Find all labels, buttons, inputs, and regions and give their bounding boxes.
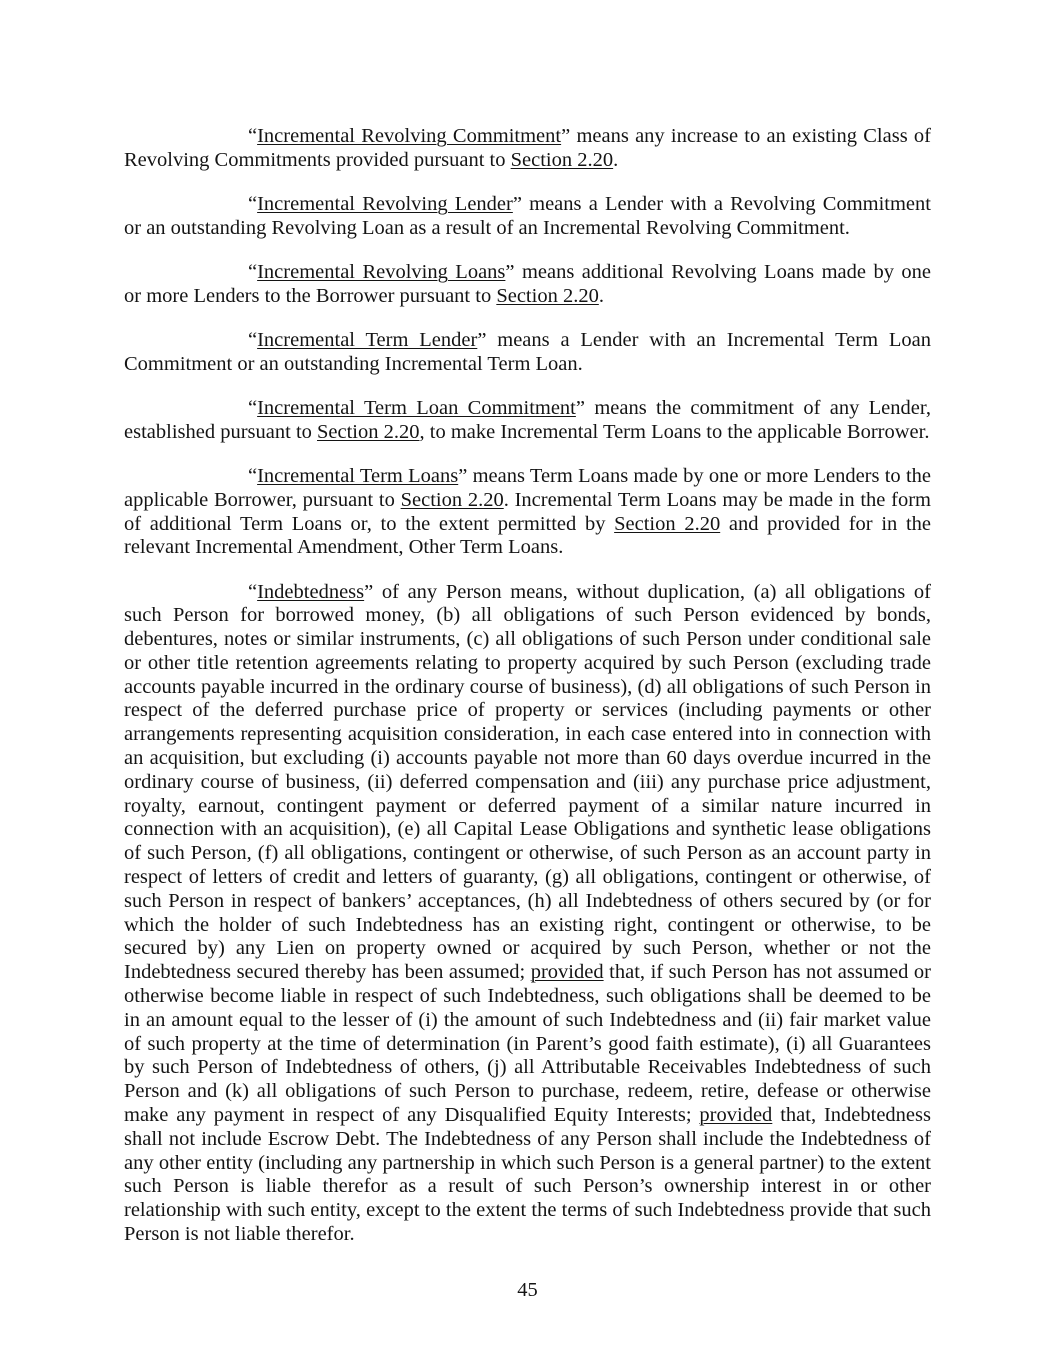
definition-paragraph [124, 397, 931, 445]
text-run: ” means a Lender with an Incremental Term Loan Commitment or an outstanding Incremental Term Loan. [124, 328, 931, 375]
text-run: ” means additional Revolving Loans made by one or more Lenders to the Borrower pursuant to [124, 260, 931, 307]
text-run: “ [248, 260, 258, 283]
section-reference: Section 2.20 [317, 420, 420, 443]
defined-term: Incremental Revolving Commitment [257, 125, 562, 147]
text-run: “ [248, 125, 258, 147]
defined-term: Incremental Term Loan Commitment [257, 396, 576, 419]
text-run: “ [248, 192, 258, 215]
text-run: “ [248, 580, 258, 603]
proviso-term: provided [530, 961, 604, 984]
text-run: and provided for in the relevant Incremental Amendment, Other Term Loans. [124, 512, 931, 559]
document-body [124, 125, 931, 1267]
definition-paragraph [124, 261, 931, 309]
section-reference: Section 2.20 [614, 512, 721, 535]
section-reference: Section 2.20 [510, 148, 614, 171]
text-run: , to make Incremental Term Loans to the applicable Borrower. [419, 420, 930, 443]
text-run: ” means a Lender with a Revolving Commitment or an outstanding Revolving Loan as a result of an Incremental Revolving Commitment. [124, 192, 931, 239]
definition-paragraph [124, 125, 931, 173]
text-run: . Incremental Term Loans may be made in the form of additional Term Loans or, to the extent permitted by [124, 488, 932, 535]
text-run: ” means the commitment of any Lender, established pursuant to [124, 396, 932, 443]
definition-paragraph [124, 465, 931, 560]
text-run: ” means Term Loans made by one or more Lenders to the applicable Borrower, pursuant to [124, 464, 931, 511]
page-number: 45 [517, 1279, 538, 1301]
section-reference: Section 2.20 [496, 284, 599, 307]
text-run: . [598, 284, 604, 307]
text-run: “ [248, 328, 258, 351]
text-run: “ [248, 396, 258, 419]
text-run: ” means any increase to an existing Class of Revolving Commitments provided pursuant to [124, 125, 931, 171]
defined-term: Incremental Term Loans [257, 464, 459, 487]
defined-term: Indebtedness [257, 580, 365, 603]
defined-term: Incremental Revolving Lender [257, 192, 513, 215]
text-run: that, if such Person has not assumed or otherwise become liable in respect of such Indebtedness, such obligations shall be deemed to be in an amount equal to the lesser of (i) the amount of such Indebtedness and (ii) fair market value of such property at the time of determination (in Parent’s good faith estimate), (i) all Guarantees by such Person of Indebtedness of others, (j) all Attributable Receivables Indebtedness of such Person and (k) all obligations of such Person to purchase, redeem, retire, defease or otherwise make any payment in respect of any Disqualified Equity Interests; [124, 961, 931, 1127]
defined-term: Incremental Term Lender [257, 328, 478, 351]
text-run: ” of any Person means, without duplication, (a) all obligations of such Person for borrowed money, (b) all obligations of such Person evidenced by bonds, debentures, notes or similar instruments, (c) all obligations of such Person under conditional sale or other title retention agreements relating to property acquired by such Person (excluding trade accounts payable incurred in the ordinary course of business), (d) all obligations of such Person in respect of the deferred purchase price of property or services (including payments or other arrangements representing acquisition consideration, in each case entered into in connection with an acquisition, but excluding (i) accounts payable not more than 60 days overdue incurred in the ordinary course of business, (ii) deferred compensation and (iii) any purchase price adjustment, royalty, earnout, contingent payment or deferred payment of a similar nature incurred in connection with an acquisition), (e) all Capital Lease Obligations and synthetic lease obligations of such Person, (f) all obligations, contingent or otherwise, of such Person as an account party in respect of letters of credit and letters of guaranty, (g) all obligations, contingent or otherwise, of such Person in respect of bankers’ acceptances, (h) all Indebtedness of others secured by (or for which the holder of such Indebtedness has an existing right, contingent or otherwise, to be secured by) any Lien on property owned or acquired by such Person, whether or not the Indebtedness secured thereby has been assumed; [124, 580, 931, 984]
text-run: that, Indebtedness shall not include Escrow Debt. The Indebtedness of any Person shall include the Indebtedness of any other entity (including any partnership in which such Person is a general partner) to the extent such Person is liable therefor as a result of such Person’s ownership interest in or other relationship with such entity, except to the extent the terms of such Indebtedness provide that such Person is not liable therefor. [124, 1104, 931, 1246]
proviso-term: provided [699, 1104, 773, 1127]
definition-paragraph [124, 193, 931, 241]
definition-paragraph [124, 581, 931, 1247]
text-run: . [613, 148, 619, 171]
text-run: “ [248, 464, 258, 487]
section-reference: Section 2.20 [400, 488, 504, 511]
defined-term: Incremental Revolving Loans [257, 260, 506, 283]
definition-paragraph [124, 329, 931, 377]
